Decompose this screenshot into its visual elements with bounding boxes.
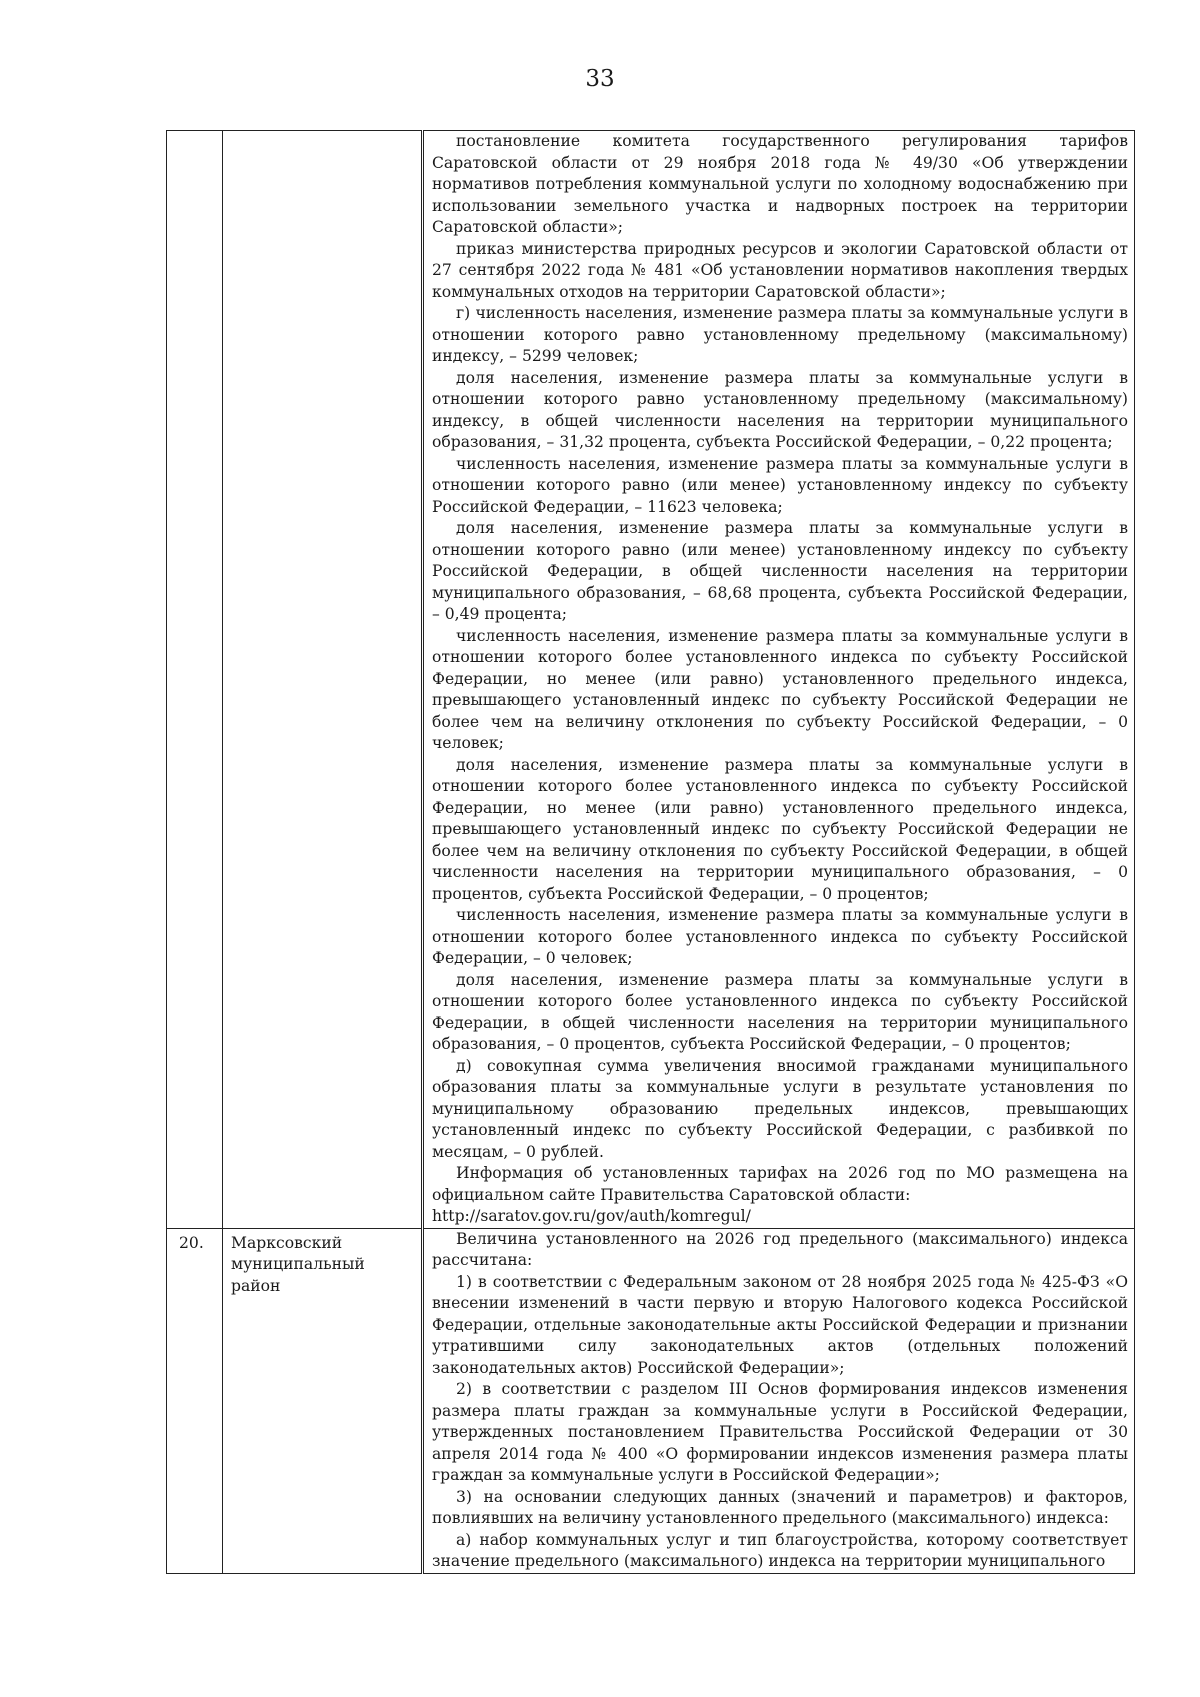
- document-table: [166, 130, 1135, 1574]
- paragraph: постановление комитета государственного регулирования тарифов Саратовской области от 29 ноября 2018 года № 49/30 «Об утверждении нормативов потребления коммунальной услуги по холодному водоснабжению при использовании земельного участка и надворных построек на территории Саратовской области»;: [432, 132, 1128, 236]
- paragraph: Величина установленного на 2026 год предельного (максимального) индекса рассчитана:: [432, 1229, 1128, 1269]
- paragraph: г) численность населения, изменение размера платы за коммунальные услуги в отношении которого равно установленному предельному (максимальному) индексу, – 5299 человек;: [432, 304, 1128, 365]
- paragraph: 1) в соответствии с Федеральным законом от 28 ноября 2025 года № 425-ФЗ «О внесении изменений в части первую и вторую Налогового кодекса Российской Федерации, отдельные законодательные акты Российской Федерации и признании утратившими силу законодательных актов (отдельных положений законодательных актов) Российской Федерации»;: [432, 1272, 1128, 1377]
- row-text-cell: [423, 1228, 1135, 1573]
- row-name-cell: [223, 131, 423, 1229]
- table-row: [167, 1228, 1135, 1573]
- row-name-cell: Марксовский муниципальный район: [223, 1228, 423, 1573]
- paragraph: доля населения, изменение размера платы за коммунальные услуги в отношении которого более установленного индекса по субъекту Российской Федерации, но менее (или равно) установленного предельного индекса, превышающего установленный индекс по субъекту Российской Федерации не более чем на величину отклонения по субъекту Российской Федерации, в общей численности населения на территории муниципального образования, – 0 процентов, субъекта Российской Федерации, – 0 процентов;: [432, 755, 1128, 903]
- paragraph: численность населения, изменение размера платы за коммунальные услуги в отношении которого более установленного индекса по субъекту Российской Федерации, но менее (или равно) установленного предельного индекса, превышающего установленный индекс по субъекту Российской Федерации не более чем на величину отклонения по субъекту Российской Федерации, – 0 человек;: [432, 626, 1128, 752]
- tariff-info-link[interactable]: http://saratov.gov.ru/gov/auth/komregul/: [432, 1207, 751, 1225]
- table-row: [167, 131, 1135, 1229]
- paragraph: приказ министерства природных ресурсов и экологии Саратовской области от 27 сентября 2022 года № 481 «Об установлении нормативов накопления твердых коммунальных отходов на территории Саратовской области»;: [432, 239, 1128, 301]
- row-text-cell: [423, 131, 1135, 1229]
- paragraph: доля населения, изменение размера платы за коммунальные услуги в отношении которого равно (или менее) установленному индексу по субъекту Российской Федерации, в общей численности населения на территории муниципального образования, – 68,68 процента, субъекта Российской Федерации, – 0,49 процента;: [432, 519, 1128, 623]
- paragraph: а) набор коммунальных услуг и тип благоустройства, которому соответствует значение предельного (максимального) индекса на территории муниципального: [432, 1530, 1128, 1570]
- paragraph: 2) в соответствии с разделом III Основ формирования индексов изменения размера платы граждан за коммунальные услуги в Российской Федерации, утвержденных постановлением Правительства Российской Федерации от 30 апреля 2014 года № 400 «О формировании индексов изменения размера платы граждан за коммунальные услуги в Российской Федерации»;: [432, 1380, 1128, 1484]
- page-number: 33: [585, 66, 615, 92]
- paragraph: доля населения, изменение размера платы за коммунальные услуги в отношении которого более установленного индекса по субъекту Российской Федерации, в общей численности населения на территории муниципального образования, – 0 процентов, субъекта Российской Федерации, – 0 процентов;: [432, 970, 1128, 1053]
- paragraph: доля населения, изменение размера платы за коммунальные услуги в отношении которого равно установленному предельному (максимальному) индексу, в общей численности населения на территории муниципального образования, – 31,32 процента, субъекта Российской Федерации, – 0,22 процента;: [432, 368, 1128, 451]
- paragraph: численность населения, изменение размера платы за коммунальные услуги в отношении которого более установленного индекса по субъекту Российской Федерации, – 0 человек;: [432, 906, 1128, 967]
- paragraph: д) совокупная сумма увеличения вносимой гражданами муниципального образования платы за коммунальные услуги в результате установления по муниципальному образованию предельных индексов, превышающих установленный индекс по субъекту Российской Федерации, с разбивкой по месяцам, – 0 рублей.: [432, 1056, 1128, 1161]
- paragraph: 3) на основании следующих данных (значений и параметров) и факторов, повлиявших на величину установленного предельного (максимального) индекса:: [432, 1487, 1128, 1527]
- row-number-cell: 20.: [167, 1228, 223, 1573]
- row-number-cell: [167, 131, 223, 1229]
- paragraph: Информация об установленных тарифах на 2026 год по МО размещена на официальном сайте Правительства Саратовской области:: [432, 1164, 1128, 1204]
- paragraph: численность населения, изменение размера платы за коммунальные услуги в отношении которого равно (или менее) установленному индексу по субъекту Российской Федерации, – 11623 человека;: [432, 454, 1128, 516]
